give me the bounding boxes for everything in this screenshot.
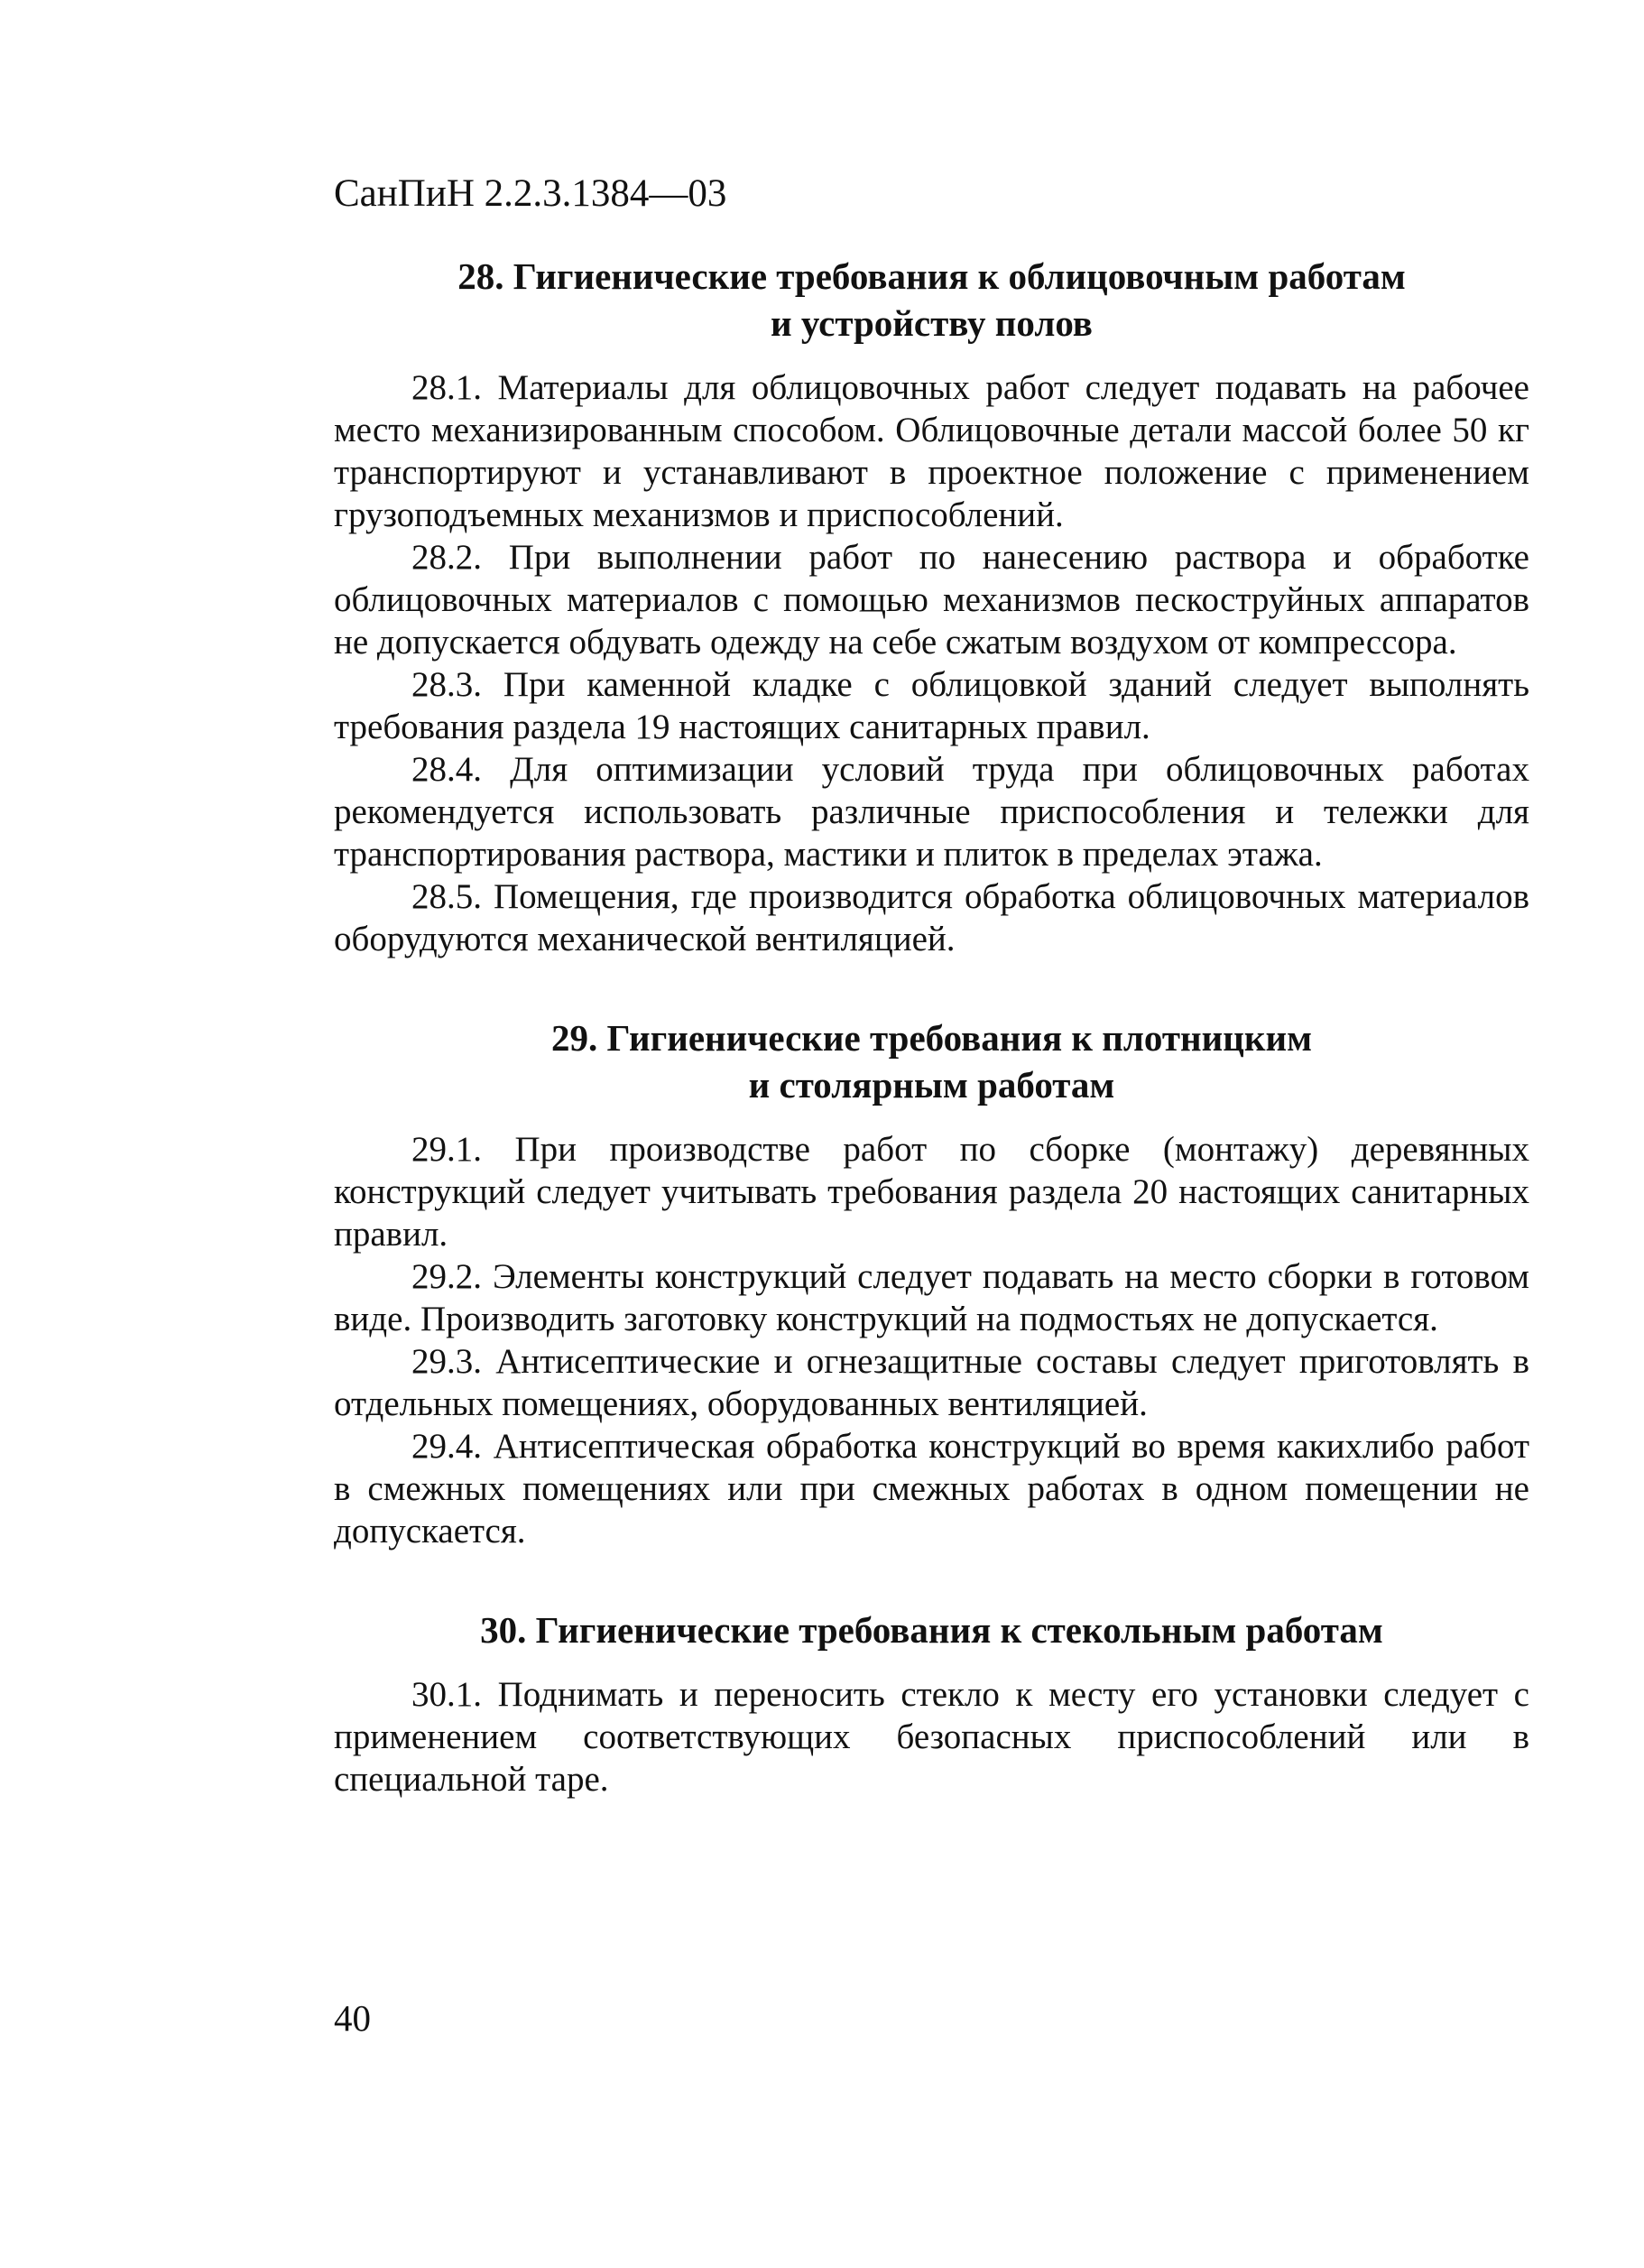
section-30	[334, 1606, 1529, 1801]
section-30-title	[334, 1606, 1529, 1653]
paragraph-28-2: 28.2. При выполнении работ по нанесению раствора и обработке облицовочных материалов с помощью механизмов пескоструйных аппаратов не допускается обдувать одежду на себе сжатым воздухом от компрессора.	[334, 538, 1529, 662]
paragraph-28-1: 28.1. Материалы для облицовочных работ следует подавать на рабочее место механизированным способом. Облицовочные детали массой более 50 кг транспортируют и устанавливают в проектное положение с применением грузоподъемных механизмов и приспособлений.	[334, 368, 1529, 534]
section-28	[334, 253, 1529, 960]
page-number: 40	[334, 1997, 371, 2039]
document-code-header: СанПиН 2.2.3.1384—03	[334, 172, 727, 215]
section-29-title	[334, 1014, 1529, 1108]
paragraph-28-4: 28.4. Для оптимизации условий труда при облицовочных работах рекомендуется использовать различные приспособления и тележки для транспортирования раствора, мастики и плиток в пределах этажа.	[334, 750, 1529, 874]
document-page	[334, 171, 1529, 1855]
section-29-title-line-1: 29. Гигиенические требования к плотницким	[550, 1017, 1313, 1059]
paragraph-29-1: 29.1. При производстве работ по сборке (монтажу) деревянных конструкций следует учитывать требования раздела 20 настоящих санитарных правил.	[334, 1130, 1529, 1254]
paragraph-28-5: 28.5. Помещения, где производится обработка облицовочных материалов оборудуются механической вентиляцией.	[334, 877, 1529, 958]
section-30-title-line-1: 30. Гигиенические требования к стекольным работам	[480, 1609, 1383, 1651]
section-28-title-line-2: и устройству полов	[771, 302, 1093, 344]
paragraph-29-2: 29.2. Элементы конструкций следует подавать на место сборки в готовом виде. Производить заготовку конструкций на подмостьях не допускается.	[334, 1257, 1529, 1338]
section-29	[334, 1014, 1529, 1552]
section-28-title	[334, 253, 1529, 347]
section-28-title-line-1: 28. Гигиенические требования к облицовочным работам	[457, 255, 1406, 297]
paragraph-30-1: 30.1. Поднимать и переносить стекло к месту его установки следует с применением соответствующих безопасных приспособлений или в специальной таре.	[334, 1675, 1529, 1799]
paragraph-29-3: 29.3. Антисептические и огнезащитные составы следует приготовлять в отдельных помещениях, оборудованных вентиляцией.	[334, 1342, 1529, 1423]
section-29-title-line-2: и столярным работам	[748, 1064, 1115, 1106]
paragraph-28-3: 28.3. При каменной кладке с облицовкой зданий следует выполнять требования раздела 19 настоящих санитарных правил.	[334, 665, 1529, 746]
paragraph-29-4: 29.4. Антисептическая обработка конструкций во время какихлибо работ в смежных помещениях или при смежных работах в одном помещении не допускается.	[334, 1427, 1529, 1551]
